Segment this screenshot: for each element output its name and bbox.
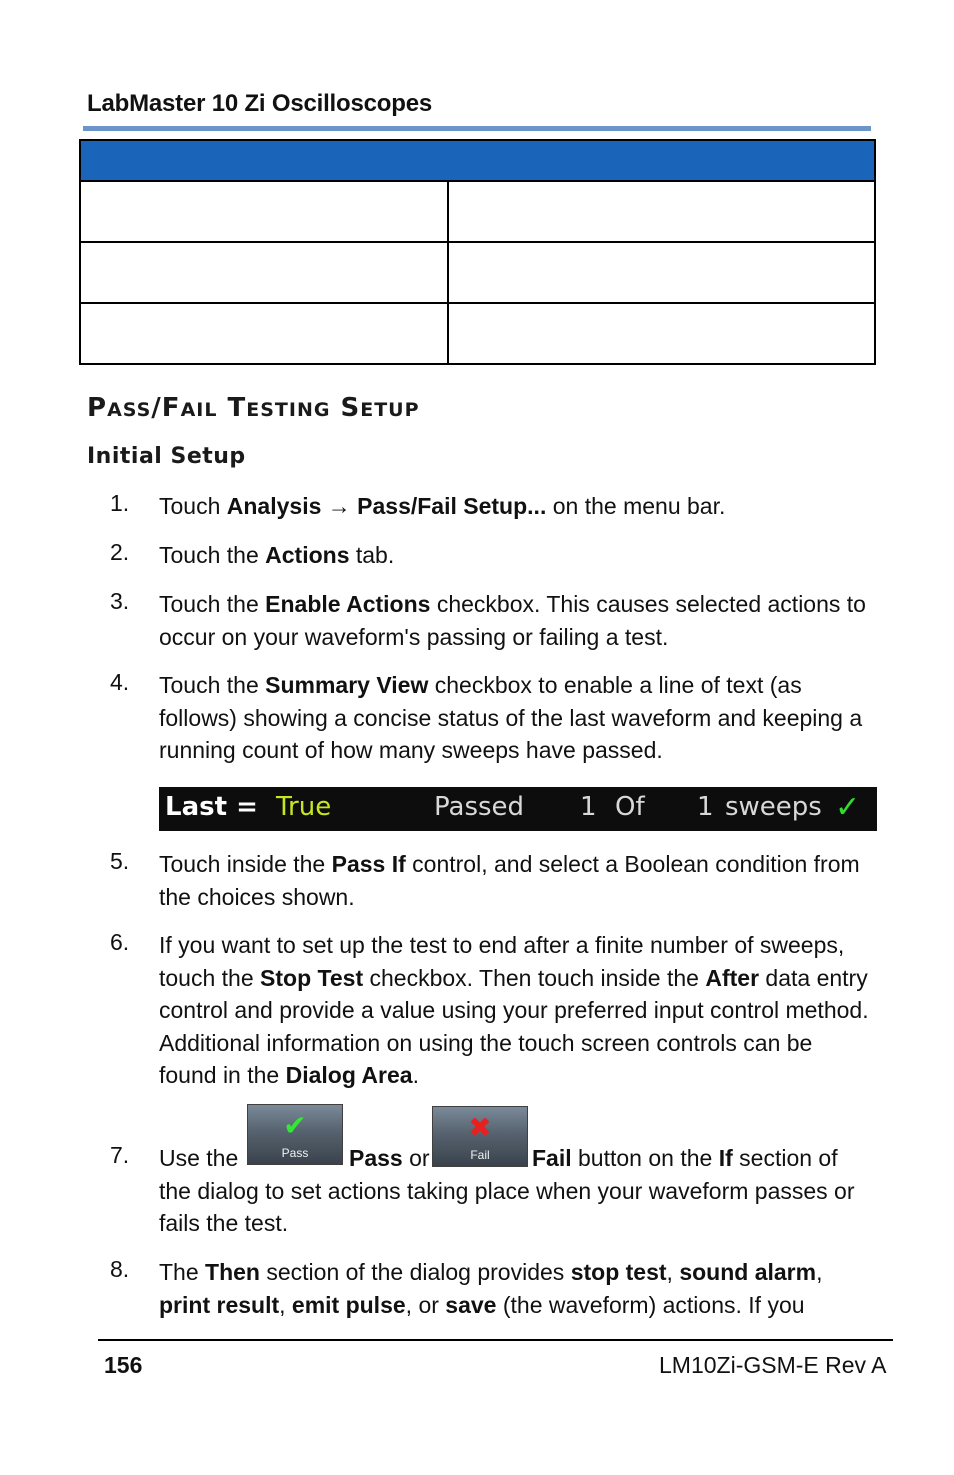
summary-view-bar [159,787,877,831]
table-row [80,181,875,242]
summary-passed-label: Passed [434,792,525,822]
step-number: 1. [110,490,130,516]
step-text: the dialog to set actions taking place when your waveform passes or fails the test. [159,1177,855,1236]
summary-of-label: Of [615,792,645,822]
summary-passed-count: 1 [580,792,597,822]
step-text: Touch the Actions tab. [159,542,395,568]
table-cell [80,181,448,242]
header-rule [83,126,871,131]
step-text: Touch inside the Pass If control, and select a Boolean condition from the choices shown. [159,851,860,910]
step-number: 8. [110,1256,130,1282]
cross-icon: ✖ [468,1112,492,1143]
table-cell [448,242,875,303]
check-icon: ✔ [283,1110,307,1141]
step-text: The Then section of the dialog provides stop test, sound alarm, print result, emit pulse, or save (the waveform) actions. If you [159,1259,823,1318]
step-number: 7. [110,1142,130,1168]
check-icon: ✓ [835,790,861,825]
table-row [80,303,875,364]
running-header-title: LabMaster 10 Zi Oscilloscopes [87,90,433,117]
fail-button[interactable]: ✖ Fail [432,1106,528,1167]
subsection-heading: Initial Setup [87,444,246,469]
summary-sweeps-label: sweeps [725,792,822,822]
step-text-line: Use the [159,1145,239,1171]
section-heading: PASS/FAIL TESTING SETUP [87,393,420,423]
step-text: Touch the Enable Actions checkbox. This causes selected actions to occur on your waveform's passing or failing a test. [159,591,866,650]
blank-table [79,139,876,365]
footer-rule [98,1339,893,1341]
summary-last-label: Last = [165,792,258,822]
table-header-row [80,140,875,181]
step-text: Touch the Summary View checkbox to enable a line of text (as follows) showing a concise status of the last waveform and keeping a running count of how many sweeps have passed. [159,672,863,763]
table-cell [448,181,875,242]
table-cell [80,242,448,303]
step-number: 3. [110,588,130,614]
step-number: 4. [110,669,130,695]
table-cell [80,303,448,364]
step-number: 5. [110,848,130,874]
step-number: 2. [110,539,130,565]
page-number: 156 [104,1352,143,1378]
step-text: Touch Analysis → Pass/Fail Setup... on the menu bar. [159,493,726,519]
step-text: If you want to set up the test to end after a finite number of sweeps, touch the Stop Test checkbox. Then touch inside the After data entry control and provide a value using your preferred input control method. Additional information on using the touch screen controls can be found in the Dialog Area. [159,932,869,1088]
document-id: LM10Zi-GSM-E Rev A [659,1352,887,1378]
pass-button[interactable]: ✔ Pass [247,1104,343,1165]
summary-total-count: 1 [697,792,714,822]
table-cell [448,303,875,364]
summary-result: True [276,792,332,822]
table-row [80,242,875,303]
step-number: 6. [110,929,130,955]
